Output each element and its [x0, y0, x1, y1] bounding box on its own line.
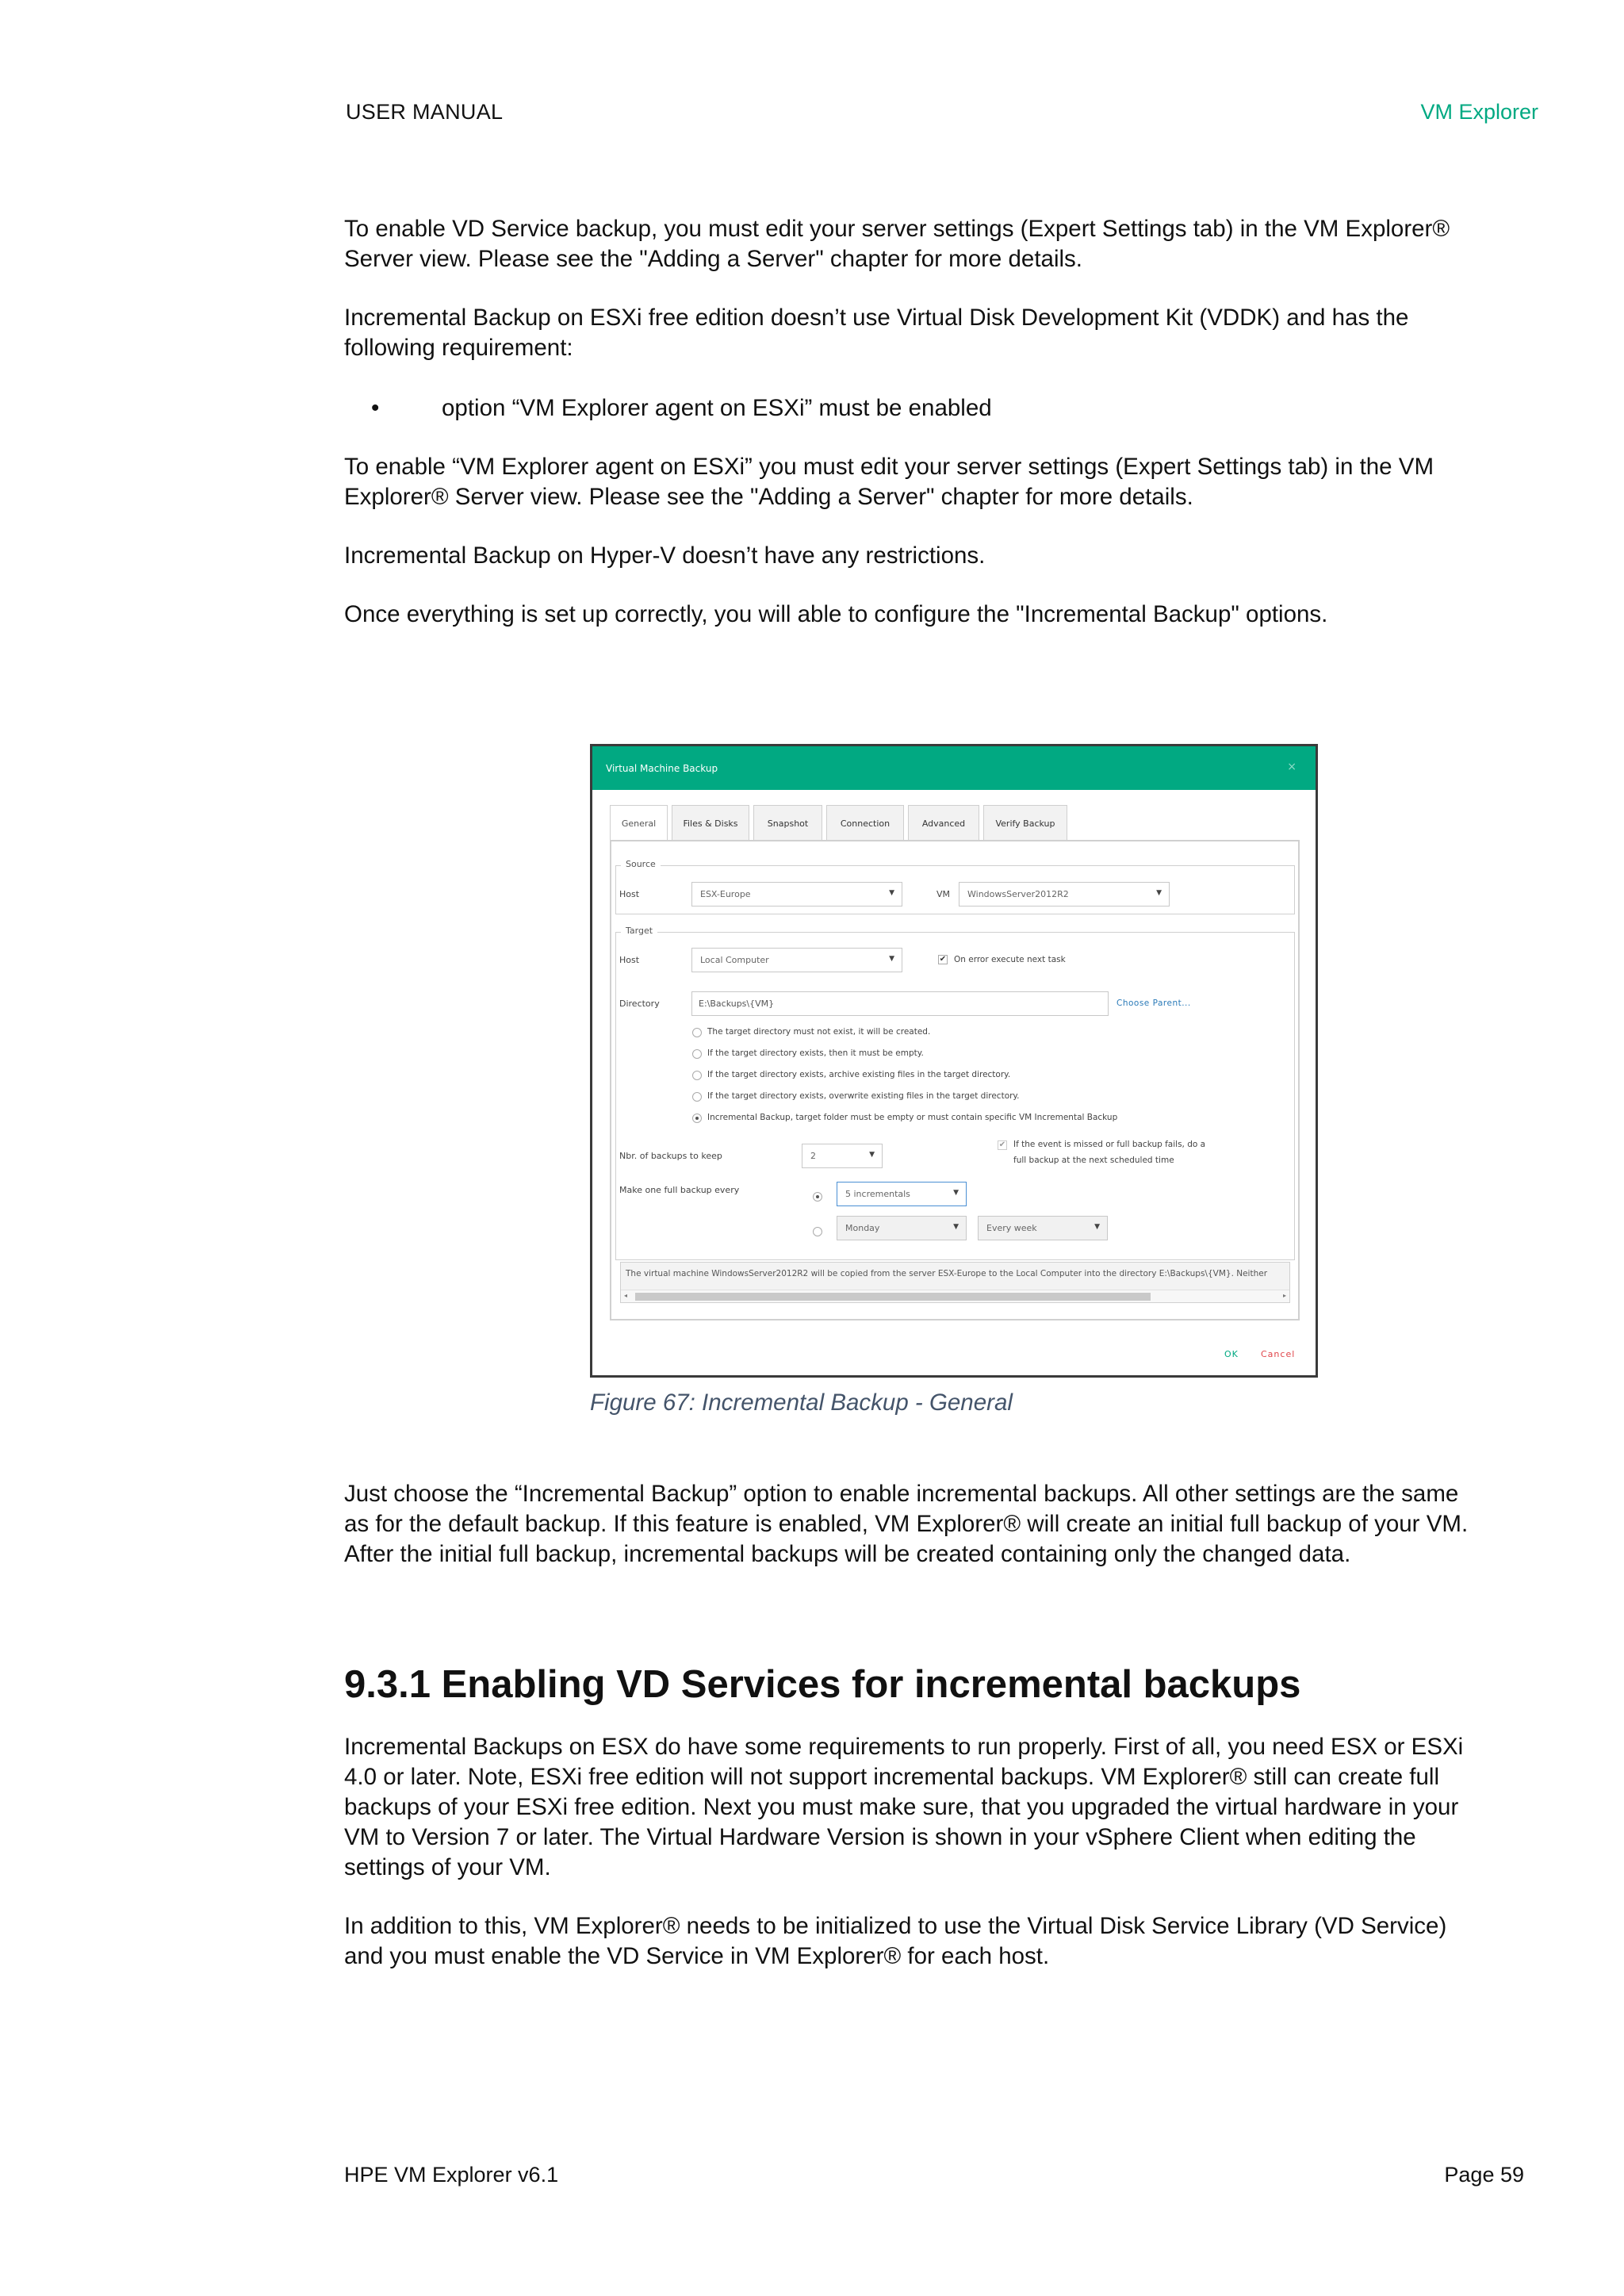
missed-event-checkbox[interactable]: ✔	[998, 1140, 1006, 1149]
bullet-marker: •	[371, 395, 380, 421]
figure-caption: Figure 67: Incremental Backup - General	[590, 1389, 1013, 1416]
text-line: backups of your ESXi free edition. Next you must make sure, that you upgraded the virtual hardware in your	[344, 1794, 1459, 1820]
target-host-label: Host	[619, 955, 640, 965]
tab-snapshot[interactable]: Snapshot	[753, 805, 822, 841]
text-line: following requirement:	[344, 335, 573, 361]
radio-incremental-backup[interactable]	[692, 1114, 702, 1123]
paragraph-vd-library	[344, 1911, 1534, 1972]
backups-keep-select[interactable]	[802, 1144, 883, 1168]
text-line: In addition to this, VM Explorer® needs to be initialized to use the Virtual Disk Service Library (VD Service)	[344, 1913, 1447, 1939]
paragraph-esxi-free	[344, 303, 1534, 363]
text-line: Server view. Please see the "Adding a Server" chapter for more details.	[344, 246, 1082, 272]
radio-overwrite-existing[interactable]	[692, 1092, 702, 1102]
backup-dialog-screenshot	[590, 744, 1318, 1378]
scrollbar-thumb[interactable]	[635, 1293, 1151, 1301]
tab-verify-backup[interactable]: Verify Backup	[983, 805, 1067, 841]
tab-files-disks[interactable]: Files & Disks	[672, 805, 749, 841]
source-host-select[interactable]	[691, 882, 902, 907]
general-tab-panel	[610, 840, 1300, 1320]
target-legend: Target	[621, 926, 657, 936]
week-interval-select[interactable]	[978, 1216, 1108, 1240]
close-icon[interactable]: ×	[1287, 761, 1297, 773]
dialog-title: Virtual Machine Backup	[592, 746, 1316, 790]
on-error-label: On error execute next task	[954, 955, 1066, 964]
bullet-item: option “VM Explorer agent on ESXi” must be enabled	[442, 395, 992, 421]
text-line: 4.0 or later. Note, ESXi free edition will not support incremental backups. VM Explorer® still can create full	[344, 1764, 1440, 1790]
paragraph-agent-esxi	[344, 452, 1534, 512]
source-host-label: Host	[619, 889, 640, 899]
chevron-down-icon: ▼	[953, 1223, 959, 1231]
chevron-down-icon: ▼	[953, 1189, 959, 1197]
text-line: To enable VD Service backup, you must edit your server settings (Expert Settings tab) in the VM Explorer®	[344, 216, 1450, 242]
radio-every-weekday[interactable]	[813, 1227, 822, 1236]
vm-select[interactable]	[959, 882, 1170, 907]
text-line: Explorer® Server view. Please see the "Adding a Server" chapter for more details.	[344, 484, 1193, 510]
text-line: VM to Version 7 or later. The Virtual Hardware Version is shown in your vSphere Client when editing the	[344, 1824, 1416, 1850]
text-line: After the initial full backup, incremental backups will be created containing only the changed data.	[344, 1541, 1351, 1567]
header-product-name: VM Explorer	[1420, 100, 1538, 124]
text-line: as for the default backup. If this feature is enabled, VM Explorer® will create an initial full backup of your VM.	[344, 1511, 1469, 1537]
horizontal-scrollbar[interactable]	[621, 1290, 1289, 1302]
radio-label: If the target directory exists, overwrite existing files in the target directory.	[707, 1091, 1020, 1101]
full-backup-label: Make one full backup every	[619, 1185, 740, 1195]
radio-label: Incremental Backup, target folder must be empty or must contain specific VM Incremental Backup	[707, 1113, 1118, 1122]
header-doc-title: USER MANUAL	[346, 100, 504, 124]
weekday-value: Monday	[845, 1223, 880, 1233]
on-error-checkbox[interactable]: ✔	[939, 955, 947, 964]
backups-keep-label: Nbr. of backups to keep	[619, 1151, 722, 1161]
vm-label: VM	[936, 889, 951, 899]
text-line: To enable “VM Explorer agent on ESXi” you must edit your server settings (Expert Settings tab) in the VM	[344, 454, 1434, 480]
tab-general[interactable]: General	[610, 805, 668, 841]
vm-value: WindowsServer2012R2	[967, 889, 1069, 899]
incrementals-value: 5 incrementals	[845, 1189, 910, 1199]
backups-keep-value: 2	[810, 1151, 816, 1161]
text-line: and you must enable the VD Service in VM Explorer® for each host.	[344, 1943, 1050, 1969]
text-line: settings of your VM.	[344, 1854, 551, 1880]
scroll-right-icon[interactable]: ▸	[1282, 1292, 1286, 1299]
source-legend: Source	[621, 859, 661, 869]
radio-create-new[interactable]	[692, 1028, 702, 1037]
radio-label: If the target directory exists, archive existing files in the target directory.	[707, 1070, 1011, 1079]
chevron-down-icon: ▼	[1094, 1223, 1100, 1231]
chevron-down-icon: ▼	[889, 955, 894, 963]
paragraph-hyperv: Incremental Backup on Hyper-V doesn’t have any restrictions.	[344, 542, 986, 569]
radio-must-be-empty[interactable]	[692, 1049, 702, 1059]
section-heading: 9.3.1 Enabling VD Services for incremental backups	[344, 1663, 1301, 1706]
directory-label: Directory	[619, 999, 660, 1009]
missed-event-label-2: full backup at the next scheduled time	[1013, 1156, 1174, 1165]
tab-connection[interactable]: Connection	[826, 805, 904, 841]
text-line: Incremental Backups on ESX do have some requirements to run properly. First of all, you need ESX or ESXi	[344, 1734, 1464, 1760]
summary-info-box	[620, 1262, 1290, 1303]
text-line: Incremental Backup on ESXi free edition doesn’t use Virtual Disk Development Kit (VDDK) and has the	[344, 305, 1409, 331]
scroll-left-icon[interactable]: ◂	[624, 1292, 628, 1299]
radio-every-incrementals[interactable]	[813, 1192, 822, 1202]
paragraph-esx-requirements	[344, 1732, 1534, 1883]
choose-parent-link[interactable]: Choose Parent...	[1116, 999, 1191, 1008]
chevron-down-icon: ▼	[889, 889, 894, 897]
tab-advanced[interactable]: Advanced	[908, 805, 979, 841]
target-host-value: Local Computer	[700, 955, 769, 965]
radio-label: The target directory must not exist, it will be created.	[707, 1027, 931, 1037]
radio-archive-existing[interactable]	[692, 1071, 702, 1080]
paragraph-vd-service	[344, 214, 1534, 274]
missed-event-label-1: If the event is missed or full backup fails, do a	[1013, 1140, 1206, 1149]
cancel-button[interactable]: Cancel	[1261, 1349, 1296, 1359]
paragraph-incremental-option	[344, 1479, 1534, 1570]
source-host-value: ESX-Europe	[700, 889, 751, 899]
target-host-select[interactable]	[691, 948, 902, 972]
radio-label: If the target directory exists, then it must be empty.	[707, 1048, 924, 1058]
directory-input[interactable]: E:\Backups\{VM}	[691, 991, 1109, 1016]
chevron-down-icon: ▼	[869, 1151, 875, 1159]
summary-text: The virtual machine WindowsServer2012R2 will be copied from the server ESX-Europe to the Local Computer into the directory E:\Backups\{VM}. Neither	[626, 1269, 1268, 1278]
text-line: Just choose the “Incremental Backup” option to enable incremental backups. All other settings are the same	[344, 1481, 1459, 1507]
footer-page-number: Page 59	[1444, 2163, 1524, 2187]
footer-product-version: HPE VM Explorer v6.1	[344, 2163, 559, 2187]
ok-button[interactable]: OK	[1224, 1349, 1239, 1359]
paragraph-setup: Once everything is set up correctly, you will able to configure the "Incremental Backup" options.	[344, 601, 1328, 627]
weekday-select[interactable]	[837, 1216, 967, 1240]
chevron-down-icon: ▼	[1156, 889, 1162, 897]
incrementals-select[interactable]	[837, 1182, 967, 1206]
week-interval-value: Every week	[986, 1223, 1037, 1233]
